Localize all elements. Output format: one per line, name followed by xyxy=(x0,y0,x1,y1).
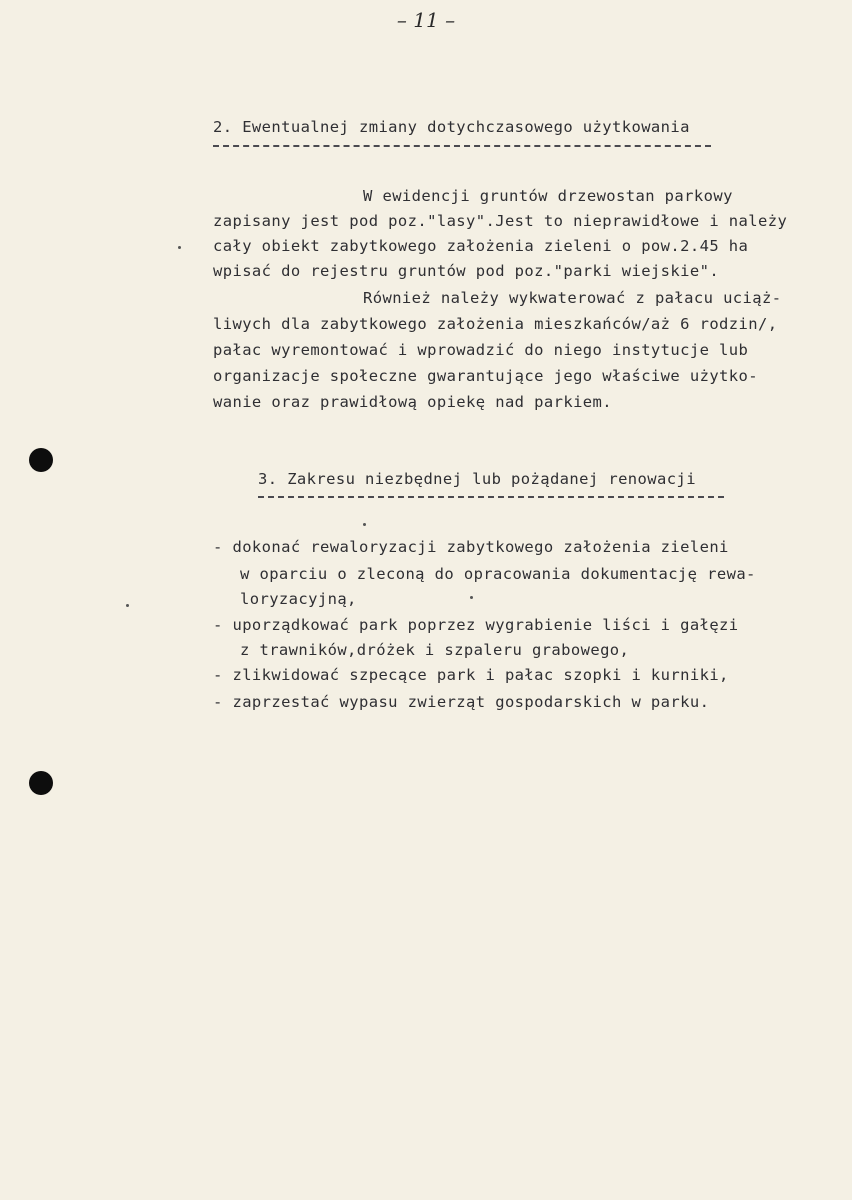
section-2-line: Również należy wykwaterować z pałacu uciąż- xyxy=(363,289,782,307)
punch-hole xyxy=(29,771,53,795)
section-2-line: organizacje społeczne gwarantujące jego właściwe użytko- xyxy=(213,367,758,385)
section-3-list-item: - dokonać rewaloryzacji zabytkowego założenia zieleni xyxy=(213,538,729,556)
section-3-list-item: - zaprzestać wypasu zwierząt gospodarskich w parku. xyxy=(213,693,710,711)
section-2-heading: 2. Ewentualnej zmiany dotychczasowego użytkowania xyxy=(213,118,690,136)
paper-speck xyxy=(126,604,129,607)
section-3-list-item: loryzacyjną, xyxy=(240,590,357,608)
section-2-line: zapisany jest pod poz."lasy".Jest to nieprawidłowe i należy xyxy=(213,212,788,230)
section-2-line: pałac wyremontować i wprowadzić do niego instytucje lub xyxy=(213,341,749,359)
section-2-line: wpisać do rejestru gruntów pod poz."parki wiejskie". xyxy=(213,262,720,280)
section-3-list-item: z trawników,dróżek i szpaleru grabowego, xyxy=(240,641,630,659)
paper-speck xyxy=(470,596,473,599)
paper-speck xyxy=(178,246,181,249)
section-3-heading: 3. Zakresu niezbędnej lub pożądanej renowacji xyxy=(258,470,696,488)
section-3-list-item: - uporządkować park poprzez wygrabienie liści i gałęzi xyxy=(213,616,739,634)
paper-speck xyxy=(363,523,366,526)
section-3-list-item: - zlikwidować szpecące park i pałac szopki i kurniki, xyxy=(213,666,729,684)
page-number: – 11 – xyxy=(396,8,456,32)
section-2-line: cały obiekt zabytkowego założenia zieleni o pow.2.45 ha xyxy=(213,237,749,255)
section-3-list-item: w oparciu o zleconą do opracowania dokumentację rewa- xyxy=(240,565,756,583)
section-2-line: liwych dla zabytkowego założenia mieszkańców/aż 6 rodzin/, xyxy=(213,315,778,333)
punch-hole xyxy=(29,448,53,472)
section-3-heading-underline xyxy=(258,496,724,498)
section-2-line: W ewidencji gruntów drzewostan parkowy xyxy=(363,187,733,205)
section-2-heading-underline xyxy=(213,145,711,147)
section-2-line: wanie oraz prawidłową opiekę nad parkiem. xyxy=(213,393,613,411)
